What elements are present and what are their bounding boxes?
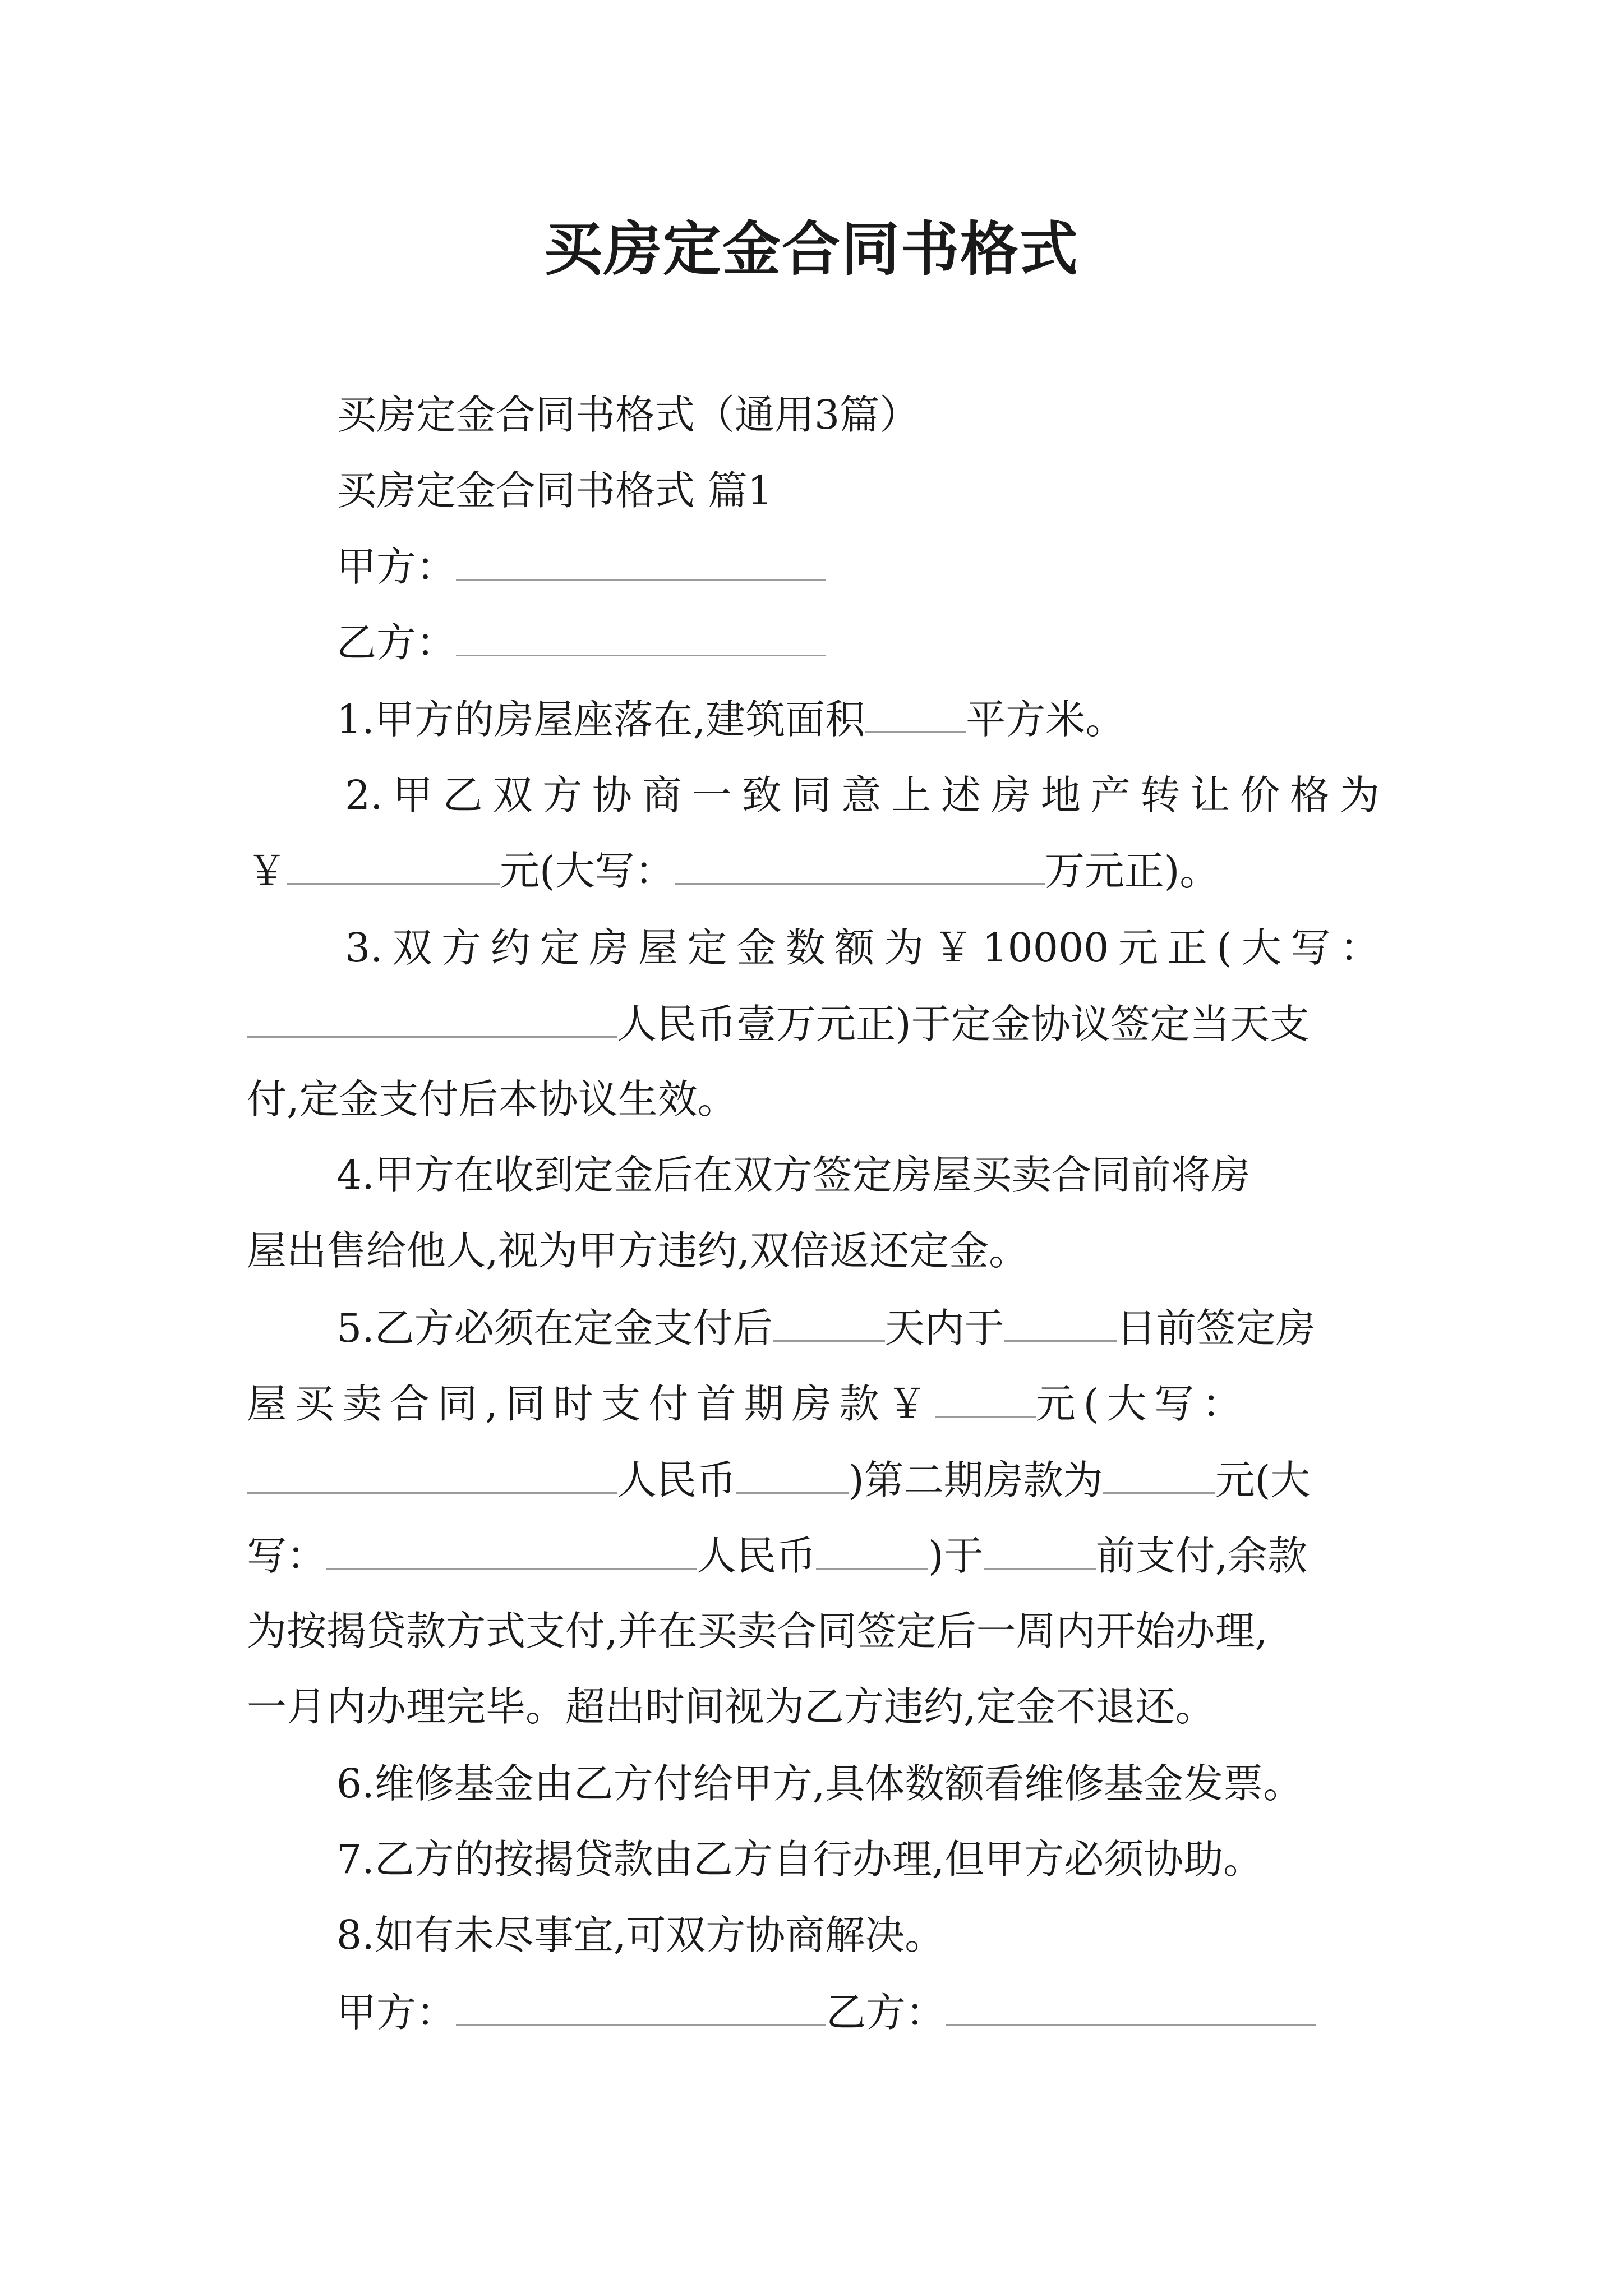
blank-field <box>984 1527 1096 1570</box>
clause-4-line-1: 4.甲方在收到定金后在双方签定房屋买卖合同前将房 <box>336 1152 1251 1198</box>
clause-3-line-3: 付,定金支付后本协议生效。 <box>247 1076 737 1122</box>
clause-4-line-2: 屋出售给他人,视为甲方违约,双倍返还定金。 <box>247 1227 1029 1274</box>
blank-field <box>326 1527 697 1570</box>
blank-field <box>1103 1452 1215 1494</box>
blank-field <box>675 843 1045 885</box>
clause-5-line-3: 人民币 )第二期房款为 元(大 <box>247 1452 1310 1508</box>
party-b-line: 乙方： <box>336 614 826 671</box>
blank-field <box>736 1452 849 1494</box>
clause-3-line-1: 3.双方约定房屋定金数额为￥10000元正(大写： <box>345 924 1380 971</box>
blank-field <box>816 1527 928 1570</box>
document-title: 买房定金合同书格式 <box>543 215 1079 283</box>
blank-field <box>935 1375 1036 1418</box>
clause-8: 8.如有未尽事宜,可双方协商解决。 <box>336 1912 945 1958</box>
blank-field <box>247 1452 617 1494</box>
clause-2-line-1: 2.甲乙双方协商一致同意上述房地产转让价格为 <box>345 772 1380 818</box>
clause-3-line-2: 人民币壹万元正)于定金协议签定当天支 <box>247 996 1310 1052</box>
blank-field <box>865 691 966 733</box>
section-heading: 买房定金合同书格式 篇1 <box>336 467 773 514</box>
subtitle-line: 买房定金合同书格式（通用3篇） <box>336 392 920 438</box>
party-a-line: 甲方： <box>336 539 826 595</box>
blank-field <box>247 996 617 1038</box>
clause-1: 1.甲方的房屋座落在,建筑面积 平方米。 <box>336 691 1125 748</box>
clause-5-line-1: 5.乙方必须在定金支付后 天内于 日前签定房 <box>336 1300 1316 1356</box>
blank-field <box>287 843 500 885</box>
clause-5-line-6: 一月内办理完毕。超出时间视为乙方违约,定金不退还。 <box>247 1683 1215 1730</box>
signature-line: 甲方： 乙方： <box>336 1984 1316 2041</box>
blank-field <box>456 1984 826 2026</box>
clause-2-line-2: ￥ 元(大写： 万元正)。 <box>247 843 1219 899</box>
clause-5-line-2: 屋买卖合同,同时支付首期房款￥ 元(大写： <box>247 1375 1249 1432</box>
blank-field <box>773 1300 885 1342</box>
clause-5-line-4: 写： 人民币 )于 前支付,余款 <box>247 1527 1307 1584</box>
clause-6: 6.维修基金由乙方付给甲方,具体数额看维修基金发票。 <box>336 1760 1303 1807</box>
blank-field <box>456 539 826 581</box>
blank-field <box>1004 1300 1117 1342</box>
clause-5-line-5: 为按揭贷款方式支付,并在买卖合同签定后一周内开始办理, <box>247 1608 1268 1654</box>
blank-field <box>946 1984 1316 2026</box>
clause-7: 7.乙方的按揭贷款由乙方自行办理,但甲方必须协助。 <box>336 1836 1264 1883</box>
blank-field <box>456 614 826 656</box>
